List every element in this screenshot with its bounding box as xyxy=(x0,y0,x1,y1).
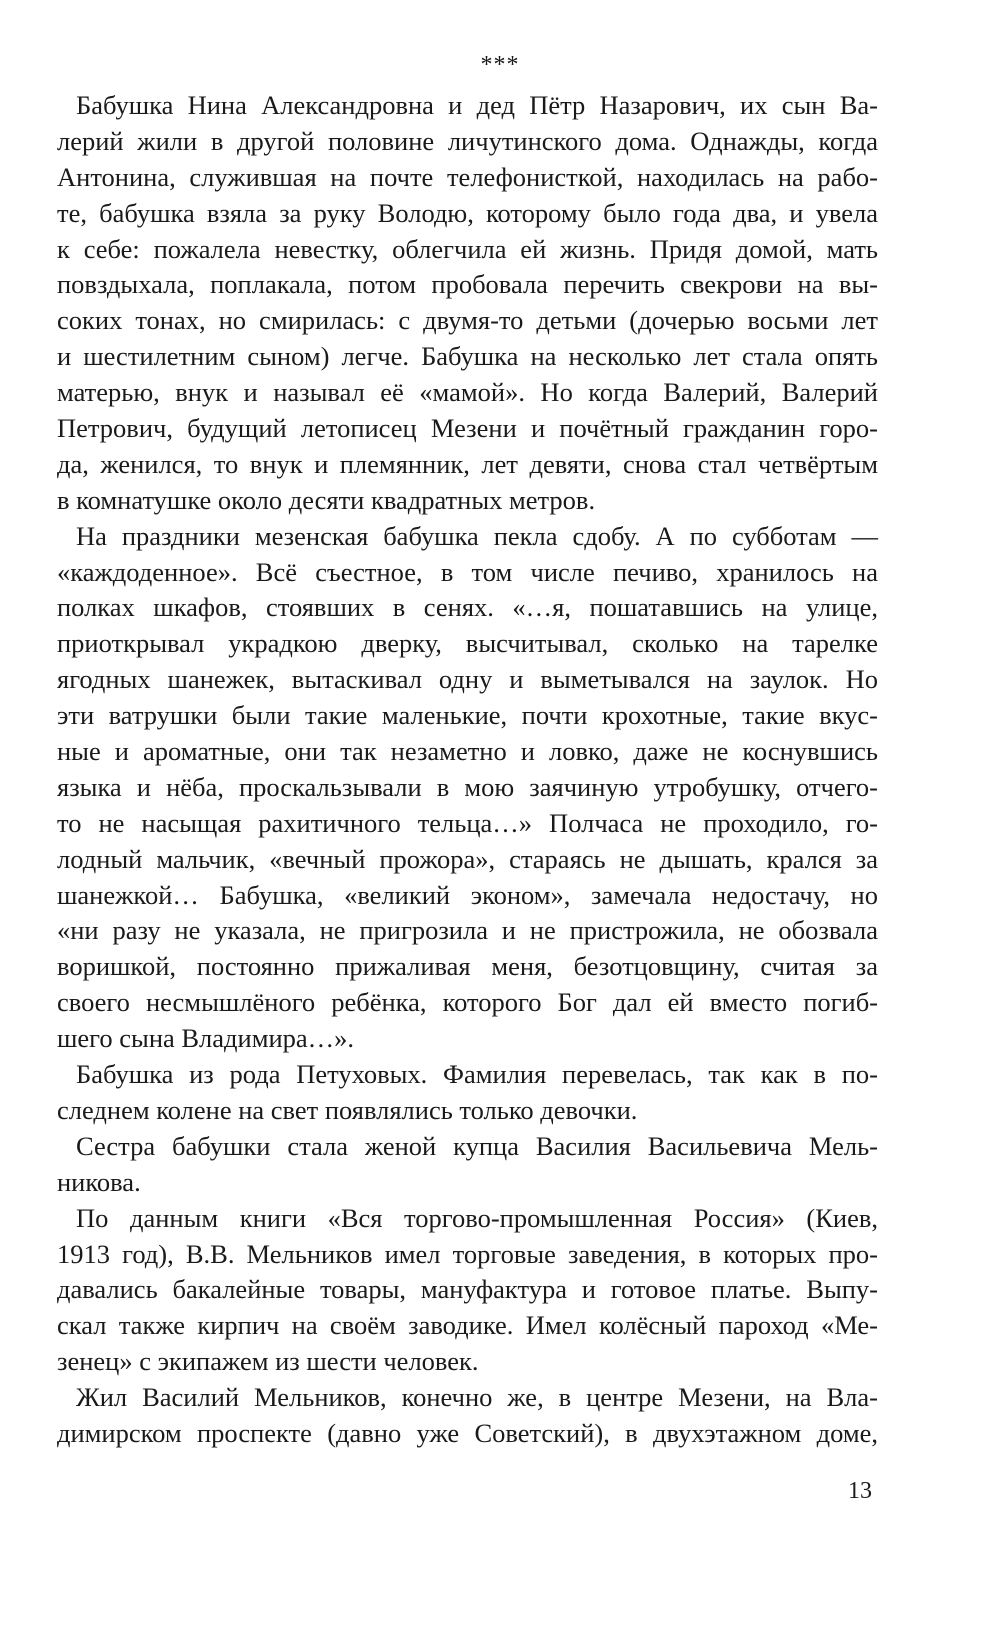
page-number: 13 xyxy=(848,1478,872,1504)
text-line: языка и нёба, проскальзывали в мою заячиную утробушку, отчего- xyxy=(57,771,878,802)
text-line: Жил Василий Мельников, конечно же, в центре Мезени, на Вла- xyxy=(76,1382,878,1413)
text-line: в комнатушке около десяти квадратных метров. xyxy=(57,484,596,515)
text-line: «ни разу не указала, не пригрозила и не пристрожила, не обозвала xyxy=(57,915,878,946)
paragraph xyxy=(57,1380,878,1452)
text-line: да, женился, то внук и племянник, лет девяти, снова стал четвёртым xyxy=(57,448,878,479)
text-line: и шестилетним сыном) легче. Бабушка на несколько лет стала опять xyxy=(57,341,878,372)
text-line: своего несмышлёного ребёнка, которого Бог дал ей вместо погиб- xyxy=(57,987,878,1018)
paragraph xyxy=(57,1129,878,1201)
text-line: По данным книги «Вся торгово-промышленная Россия» (Киев, xyxy=(76,1202,878,1233)
text-line: «каждоденное». Всё съестное, в том числе печиво, хранилось на xyxy=(57,556,878,587)
text-line: давались бакалейные товары, мануфактура и готовое платье. Выпу- xyxy=(57,1274,878,1305)
text-line: ные и ароматные, они так незаметно и ловко, даже не коснувшись xyxy=(57,736,878,767)
text-line: матерью, внук и называл её «мамой». Но когда Валерий, Валерий xyxy=(57,377,878,408)
text-line: Бабушка Нина Александровна и дед Пётр Назарович, их сын Ва- xyxy=(76,90,878,120)
text-line: соких тонах, но смирилась: с двумя-то детьми (дочерью восьми лет xyxy=(57,305,878,336)
text-line: Антонина, служившая на почте телефонисткой, находилась на рабо- xyxy=(57,161,878,192)
text-line: Бабушка из рода Петуховых. Фамилия перевелась, так как в по- xyxy=(76,1059,878,1090)
text-line: повздыхала, поплакала, потом пробовала перечить свекрови на вы- xyxy=(57,269,878,300)
paragraph xyxy=(57,1201,878,1380)
text-line: к себе: пожалела невестку, облегчила ей жизнь. Придя домой, мать xyxy=(57,233,878,264)
text-line: те, бабушка взяла за руку Володю, которому было года два, и увела xyxy=(57,197,878,228)
text-line: никова. xyxy=(57,1166,141,1197)
text-line: следнем колене на свет появлялись только девочки. xyxy=(57,1094,638,1125)
text-line: лерий жили в другой половине личутинского дома. Однажды, когда xyxy=(57,125,878,156)
paragraph xyxy=(57,1057,878,1129)
text-line: то не насыщая рахитичного тельца…» Полчаса не проходило, го- xyxy=(57,807,878,838)
text-line: скал также кирпич на своём заводике. Имел колёсный пароход «Ме- xyxy=(57,1310,878,1341)
text-line: На праздники мезенская бабушка пекла сдобу. А по субботам — xyxy=(76,520,878,551)
paragraph xyxy=(57,519,878,1057)
text-line: шанежкой… Бабушка, «великий эконом», замечала недостачу, но xyxy=(57,879,878,910)
text-line: воришкой, постоянно прижаливая меня, безотцовщину, считая за xyxy=(57,951,878,982)
text-line: приоткрывал украдкою дверку, высчитывал, сколько на тарелке xyxy=(57,628,878,659)
text-line: Сестра бабушки стала женой купца Василия Васильевича Мель- xyxy=(76,1130,878,1161)
text-line: димирском проспекте (давно уже Советский), в двухэтажном доме, xyxy=(57,1417,878,1448)
text-line: 1913 год), В.В. Мельников имел торговые заведения, в которых про- xyxy=(57,1238,878,1269)
text-line: ягодных шанежек, вытаскивал одну и выметывался на заулок. Но xyxy=(57,664,878,695)
page-body-text xyxy=(57,88,878,1452)
section-separator: *** xyxy=(480,52,520,78)
text-line: Петрович, будущий летописец Мезени и почётный гражданин горо- xyxy=(57,413,878,444)
text-line: эти ватрушки были такие маленькие, почти крохотные, такие вкус- xyxy=(57,700,878,731)
paragraph xyxy=(57,88,878,519)
text-line: зенец» с экипажем из шести человек. xyxy=(57,1346,479,1377)
text-line: полках шкафов, стоявших в сенях. «…я, пошатавшись на улице, xyxy=(57,592,878,623)
text-line: лодный мальчик, «вечный прожора», стараясь не дышать, крался за xyxy=(57,843,878,874)
text-line: шего сына Владимира…». xyxy=(57,1023,355,1054)
